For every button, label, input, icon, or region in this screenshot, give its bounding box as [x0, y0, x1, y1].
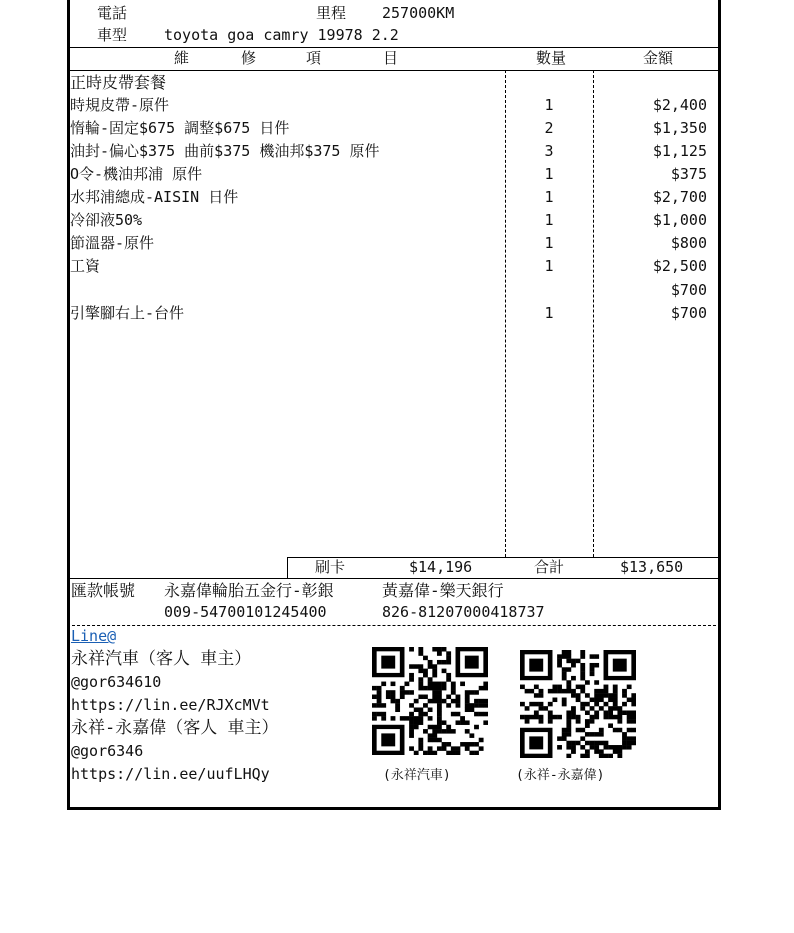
header-top-rule	[67, 47, 721, 48]
item-amount: $800	[670, 234, 707, 252]
line-account2-name: 永祥-永嘉偉（客人 車主）	[71, 718, 279, 738]
line-account1-id: @gor634610	[71, 673, 162, 691]
item-amount: $1,350	[652, 119, 707, 137]
bank1-name: 永嘉偉輪胎五金行-彰銀	[164, 581, 334, 600]
qr1-caption: (永祥汽車)	[383, 768, 451, 783]
col-item-char-3: 項	[306, 49, 322, 67]
remittance-label: 匯款帳號	[71, 581, 136, 600]
bank1-account: 009-54700101245400	[164, 603, 327, 621]
item-desc: 工資	[70, 257, 101, 275]
item-qty: 1	[544, 211, 554, 229]
item-qty: 2	[544, 119, 554, 137]
item-qty: 1	[544, 188, 554, 206]
item-amount: $700	[670, 281, 707, 299]
col-item-char-2: 修	[241, 49, 257, 67]
item-amount: $2,500	[652, 257, 707, 275]
item-amount: $2,700	[652, 188, 707, 206]
item-qty: 1	[544, 257, 554, 275]
item-desc: 油封-偏心$375 曲前$375 機油邦$375 原件	[70, 142, 380, 160]
item-qty: 1	[544, 96, 554, 114]
qty-column-divider	[505, 70, 506, 557]
item-amount: $1,000	[652, 211, 707, 229]
item-amount: $2,400	[652, 96, 707, 114]
card-value: $14,196	[409, 558, 473, 576]
line-account1-name: 永祥汽車（客人 車主）	[71, 649, 252, 669]
item-desc: 惰輪-固定$675 調整$675 日件	[70, 119, 290, 137]
qr2-caption: (永祥-永嘉偉)	[516, 768, 605, 783]
package-title: 正時皮帶套餐	[70, 73, 167, 92]
item-qty: 1	[544, 304, 554, 322]
line-account2-url[interactable]: https://lin.ee/uufLHQy	[71, 765, 270, 783]
item-qty: 3	[544, 142, 554, 160]
card-label: 刷卡	[315, 558, 346, 576]
total-value: $13,650	[620, 558, 684, 576]
item-desc: 時規皮帶-原件	[70, 96, 170, 114]
item-qty: 1	[544, 165, 554, 183]
item-amount: $1,125	[652, 142, 707, 160]
item-amount: $375	[670, 165, 707, 183]
totals-left-border	[287, 557, 288, 578]
bank2-account: 826-81207000418737	[382, 603, 545, 621]
model-value: toyota goa camry 19978 2.2	[164, 26, 399, 44]
col-qty: 數量	[535, 49, 566, 67]
col-amount: 金額	[642, 49, 673, 67]
item-desc: 冷卻液50%	[70, 211, 143, 229]
header-bottom-rule	[67, 70, 721, 71]
line-section-divider	[67, 625, 721, 626]
item-desc: 節溫器-原件	[70, 234, 155, 252]
qr-code-1	[372, 647, 488, 755]
phone-label: 電話	[97, 4, 128, 22]
amount-column-divider	[593, 70, 594, 557]
line-account2-id: @gor6346	[71, 742, 144, 760]
bank2-name: 黃嘉偉-樂天銀行	[382, 581, 504, 600]
line-at-link[interactable]: Line@	[71, 627, 117, 645]
total-label: 合計	[533, 558, 564, 576]
item-desc: 引擎腳右上-台件	[70, 304, 185, 322]
col-item-char-4: 目	[383, 49, 399, 67]
item-desc: O令-機油邦浦 原件	[70, 165, 203, 183]
qr-code-2	[520, 650, 636, 758]
item-desc: 水邦浦總成-AISIN 日件	[70, 188, 239, 206]
item-qty: 1	[544, 234, 554, 252]
model-label: 車型	[97, 26, 128, 44]
item-amount: $700	[670, 304, 707, 322]
line-account1-url[interactable]: https://lin.ee/RJXcMVt	[71, 696, 270, 714]
col-item-char-1: 維	[174, 49, 190, 67]
mileage-label: 里程	[316, 4, 347, 22]
totals-bottom-rule	[67, 578, 721, 579]
mileage-value: 257000KM	[382, 4, 455, 22]
